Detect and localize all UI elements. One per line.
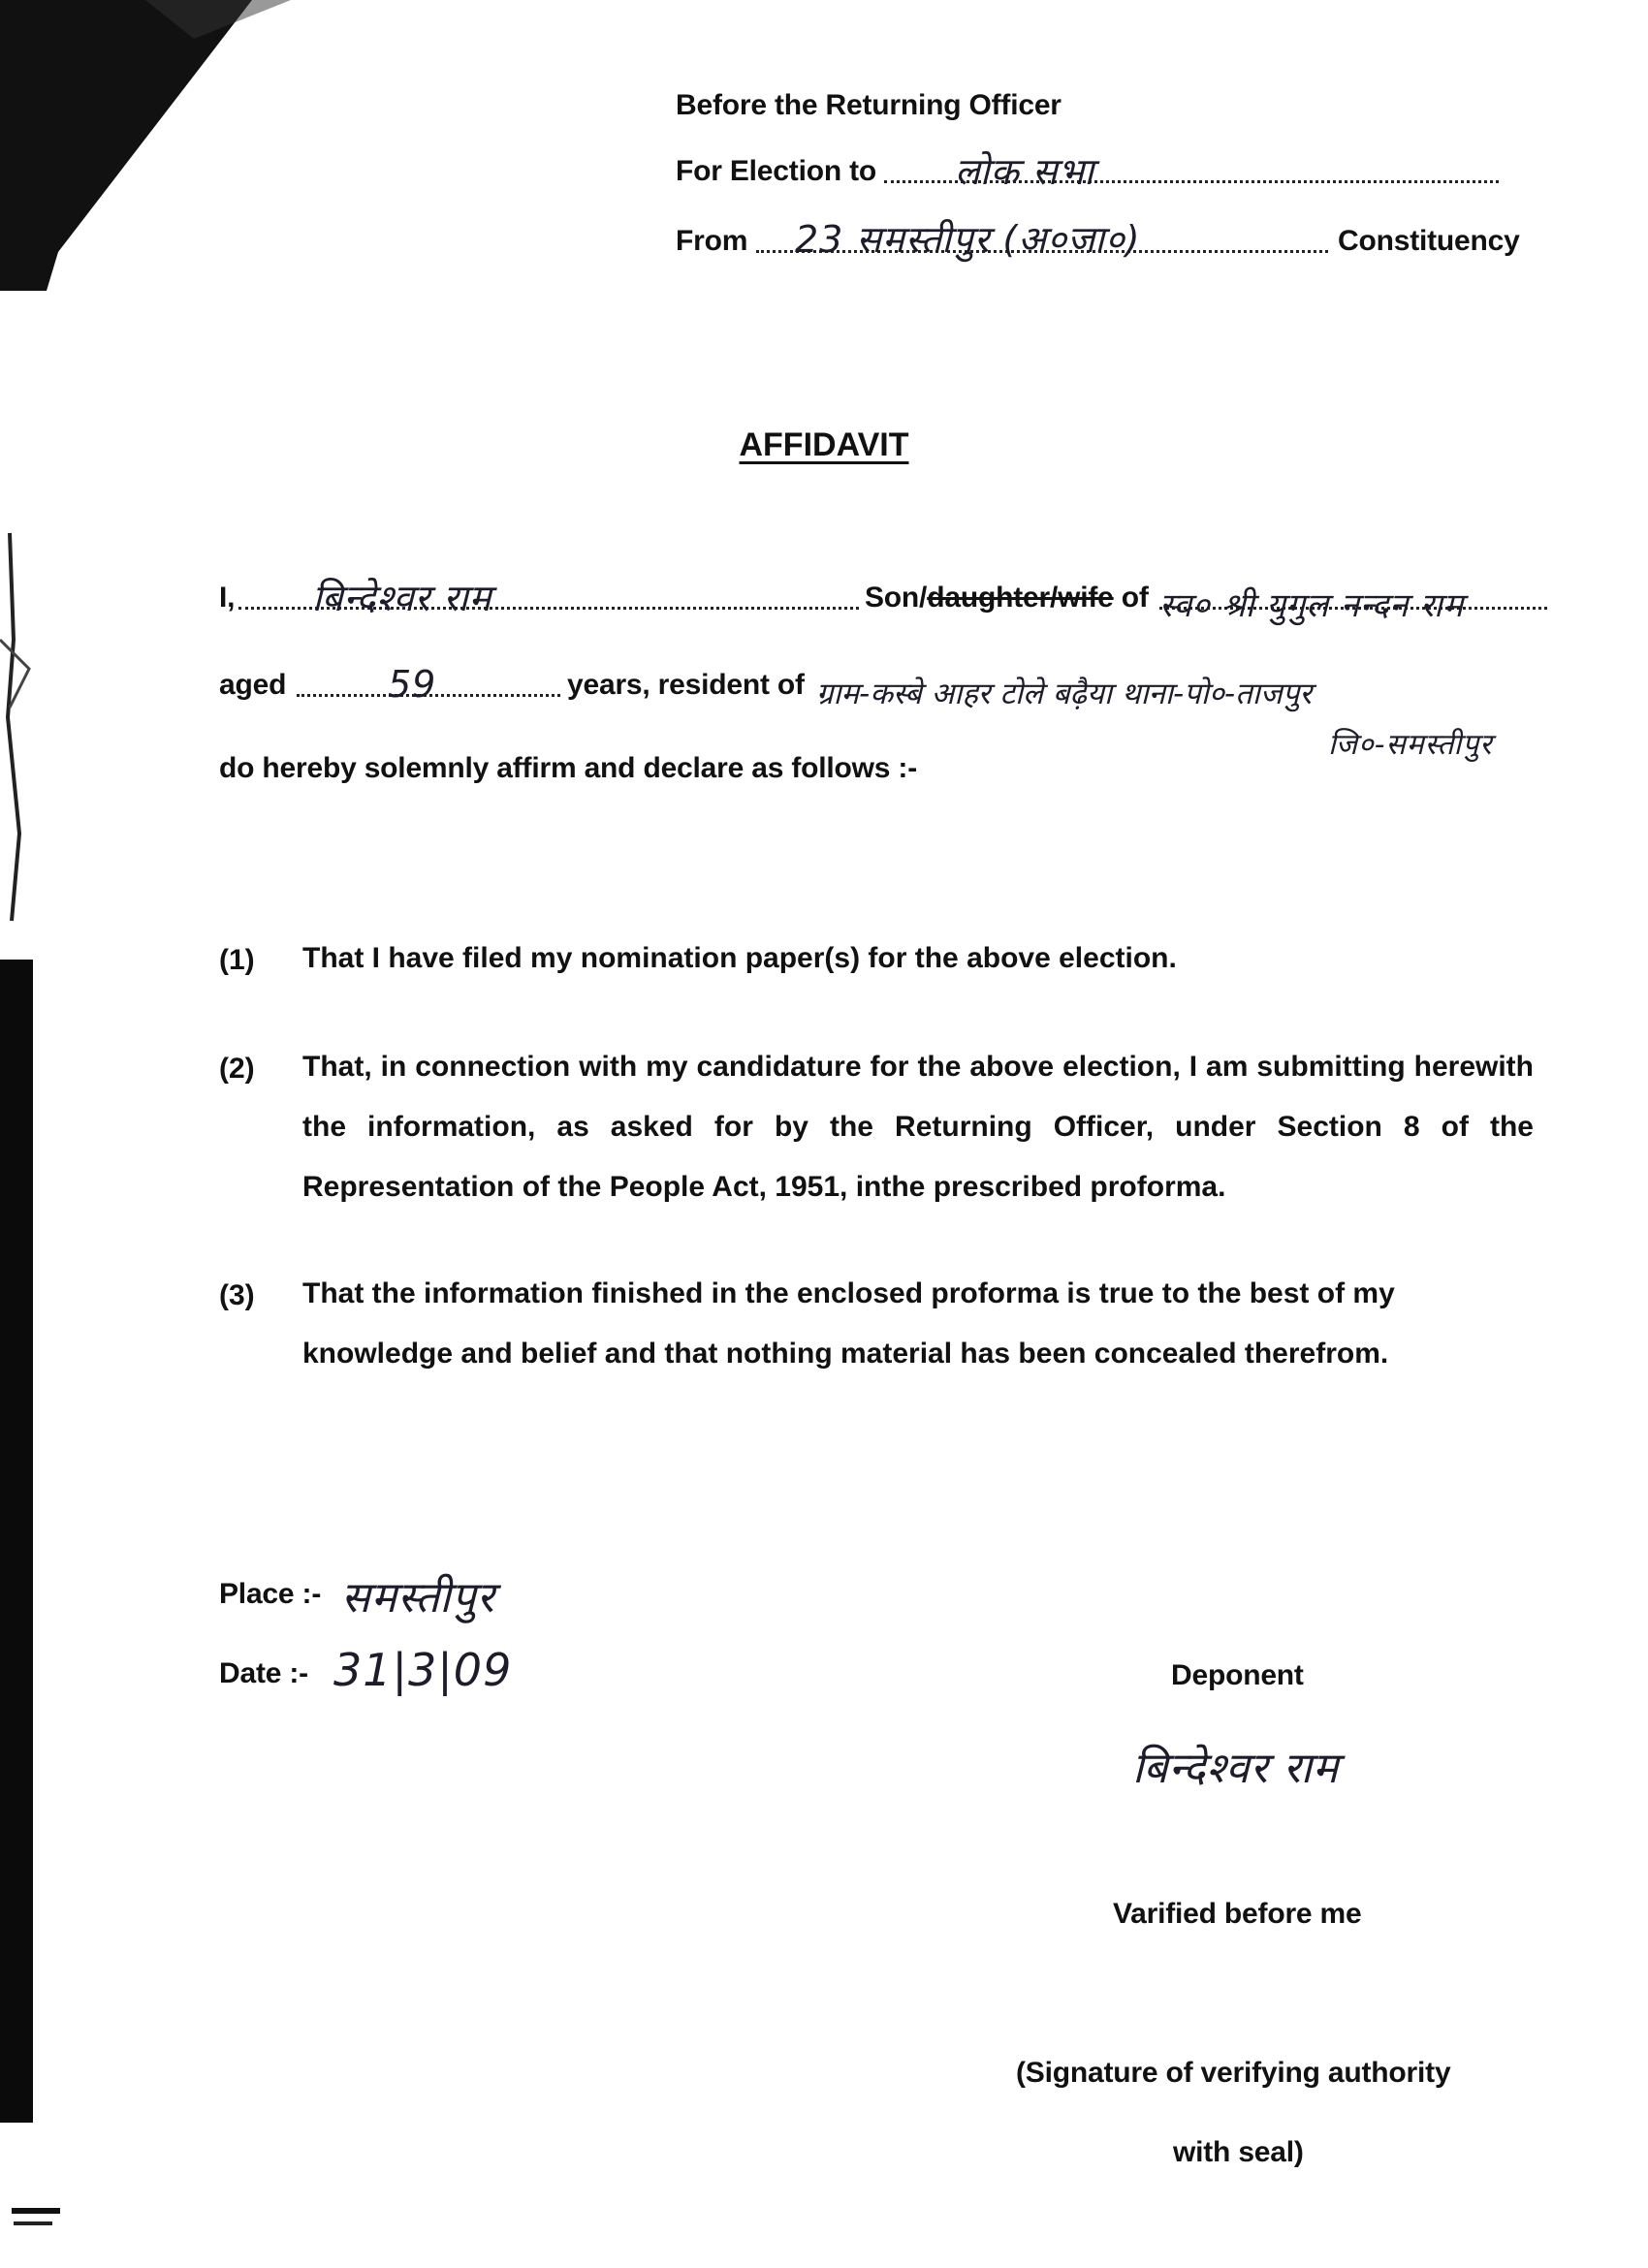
scan-left-bar <box>0 960 33 2123</box>
clause-1-text: That I have filed my nomination paper(s) for the above election. <box>302 942 1177 974</box>
affirm-statement: do hereby solemnly affirm and declare as follows :- <box>219 752 917 784</box>
constituency-handwritten-value: 23 समस्तीपुर (अ०जा०) <box>795 218 1141 261</box>
aged-label: aged <box>219 669 287 701</box>
verified-label: Varified before me <box>1113 1898 1362 1930</box>
clause-2-text: That, in connection with my candidature for the above election, I am submitting herewith the information, as asked for by the Returning Officer, under Section 8 of the Representation of the People Act, 1951, inthe prescribed proforma. <box>302 1051 1534 1203</box>
deponent-signature: बिन्देश्वर राम <box>1132 1744 1340 1793</box>
scan-bottom-mark <box>12 2208 60 2214</box>
place-label: Place :- <box>219 1578 322 1610</box>
place-handwritten: समस्तीपुर <box>341 1573 495 1622</box>
deponent-name-handwritten: बिन्देश्वर राम <box>312 577 492 619</box>
residence-handwritten: ग्राम-कस्बे आहर टोले बढ़ैया थाना-पो०-ताजपुर <box>816 677 1313 711</box>
date-label: Date :- <box>219 1657 308 1689</box>
scan-corner-shadow <box>0 0 291 291</box>
affidavit-title: AFFIDAVIT <box>739 426 909 463</box>
scan-bottom-mark-2 <box>14 2221 52 2225</box>
clause-3-text: That the information finished in the enclosed proforma is true to the best of my knowledge and belief and that nothing material has been concealed therefrom. <box>302 1277 1395 1370</box>
scan-edge-mark <box>0 523 58 930</box>
clause-2-number: (2) <box>219 1053 255 1085</box>
clause-1-number: (1) <box>219 944 255 976</box>
residence-district-handwritten: जि०-समस्तीपुर <box>1328 728 1493 762</box>
father-name-handwritten: स्व० श्री युगुल नन्दन राम <box>1159 586 1465 625</box>
constituency-label: Constituency <box>1338 225 1520 257</box>
deponent-label: Deponent <box>1171 1659 1304 1691</box>
verifying-authority-line2: with seal) <box>1173 2136 1304 2168</box>
clause-3-number: (3) <box>219 1279 255 1311</box>
relation-prefix: Son/ <box>865 582 928 614</box>
from-label: From <box>676 225 748 257</box>
i-label: I, <box>219 582 236 614</box>
relation-struck: daughter/wife <box>927 582 1114 614</box>
returning-officer-heading: Before the Returning Officer <box>676 89 1062 121</box>
election-handwritten-value: लोक सभा <box>955 150 1095 193</box>
years-resident-label: years, resident of <box>567 669 805 701</box>
verifying-authority-line1: (Signature of verifying authority <box>1016 2057 1451 2089</box>
age-handwritten: 59 <box>388 663 437 706</box>
relation-suffix: of <box>1121 582 1149 614</box>
election-label: For Election to <box>676 155 877 187</box>
relation-label <box>865 582 1149 614</box>
date-handwritten: 31|3|09 <box>333 1644 513 1696</box>
